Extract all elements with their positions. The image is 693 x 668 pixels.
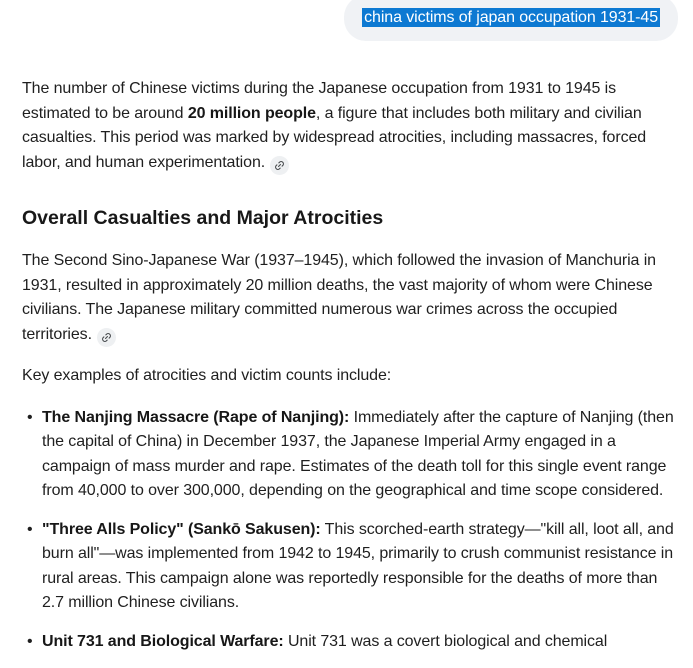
list-item-title: "Three Alls Policy" (Sankō Sakusen): [42, 520, 321, 538]
list-item-text: Immediately after the capture of Nanjing (then the capital of China) in December 1937, the Japanese Imperial Army engaged in a campaign of mass murder and rape. Estimates of the death toll for this single event range from 40,000 to over 300,000, depending on the geographical and time scope considered. [42, 408, 674, 499]
list-item-unit-731 [42, 630, 677, 655]
intro-text-1: The number of Chinese victims during the Japanese occupation from 1931 to 1945 is estimated to be around [22, 80, 617, 122]
list-item-title: Unit 731 and Biological Warfare: [42, 632, 284, 650]
ai-response-body [0, 41, 693, 654]
user-query-bubble[interactable] [344, 0, 678, 41]
selected-query-text: china victims of japan occupation 1931-45 [364, 9, 658, 26]
list-item-text: This scorched-earth strategy—"kill all, loot all, and burn all"—was implemented from 1942 to 1945, primarily to crush communist resistance in rural areas. This campaign alone was reportedly responsible for the deaths of more than 2.7 million Chinese civilians. [42, 520, 674, 611]
list-item-text: Unit 731 was a covert biological and chemical [283, 632, 608, 650]
intro-paragraph [22, 77, 677, 175]
citation-chip[interactable] [270, 156, 289, 175]
section-heading: Overall Casualties and Major Atrocities [22, 207, 384, 229]
link-icon [272, 157, 288, 173]
intro-bold-figure: 20 million people [187, 104, 316, 122]
list-item-three-alls [42, 518, 677, 616]
casualties-text: The Second Sino-Japanese War (1937–1945), which followed the invasion of Manchuria in 1931, resulted in approximately 20 million deaths, the vast majority of whom were Chinese civilians. The Japanese military committed numerous war crimes across the occupied territories. [22, 252, 656, 343]
intro-text-2: , a figure that includes both military and civilian casualties. This period was marked by widespread atrocities, including massacres, forced labor, and human experimentation. [22, 104, 647, 171]
list-item-title: The Nanjing Massacre (Rape of Nanjing): [42, 408, 350, 426]
citation-chip[interactable] [97, 328, 116, 347]
user-query-row [0, 0, 693, 41]
casualties-paragraph [22, 249, 677, 347]
atrocities-list [22, 406, 677, 655]
list-item-nanjing [42, 406, 677, 504]
list-intro: Key examples of atrocities and victim counts include: [22, 367, 392, 384]
link-icon [99, 329, 115, 345]
